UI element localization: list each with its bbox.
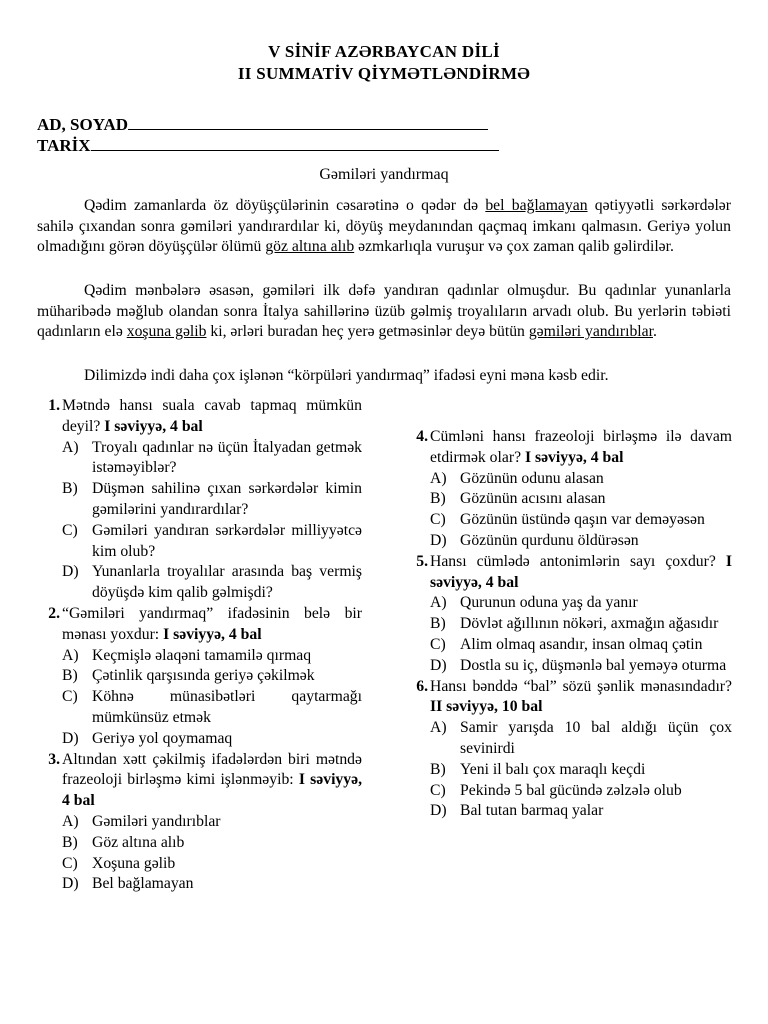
- option-c[interactable]: C) Gəmiləri yandıran sərkərdələr milliyyətcə kim olub?: [62, 521, 362, 560]
- option-c[interactable]: C) Gözünün üstündə qaşın var deməyəsən: [430, 511, 705, 529]
- questions-right-column: [406, 427, 732, 822]
- name-blank-line[interactable]: [128, 115, 488, 130]
- question-level: I səviyyə, 4 bal: [163, 625, 262, 643]
- underlined-phrase-gemileri-yandiriblar: gəmiləri yandırıblar: [528, 323, 653, 340]
- question-level: I səviyyə, 4 bal: [62, 771, 362, 810]
- option-c[interactable]: C) Pekində 5 bal gücündə zəlzələ olub: [430, 781, 682, 799]
- question-text: Mətndə hansı suala cavab tapmaq mümkün deyil?: [62, 397, 362, 435]
- question-number: 4.: [416, 428, 428, 445]
- option-a[interactable]: A) Troyalı qadınlar nə üçün İtalyadan getmək istəməyiblər?: [62, 438, 362, 477]
- date-blank-line[interactable]: [91, 136, 499, 151]
- question-text: “Gəmiləri yandırmaq” ifadəsinin belə bir mənası yoxdur:: [62, 604, 362, 643]
- option-c[interactable]: C) Köhnə münasibətləri qaytarmağı mümkünsüz etmək: [62, 688, 362, 726]
- option-b[interactable]: B) Yeni il balı çox maraqlı keçdi: [430, 760, 646, 778]
- option-d[interactable]: D) Bel bağlamayan: [62, 875, 194, 893]
- option-b[interactable]: B) Çətinlik qarşısında geriyə çəkilmək: [62, 667, 315, 685]
- question-4: [406, 427, 732, 552]
- option-a[interactable]: A) Gəmiləri yandırıblar: [62, 812, 221, 830]
- questions-left-column: [38, 396, 362, 895]
- option-c[interactable]: C) Alim olmaq asandır, insan olmaq çətin: [430, 635, 703, 653]
- question-level: I səviyyə, 4 bal: [430, 552, 732, 591]
- question-3: [38, 750, 362, 896]
- underlined-phrase-xosuna-gelib: xoşuna gəlib: [126, 323, 207, 340]
- option-a[interactable]: A) Keçmişlə əlaqəni tamamilə qırmaq: [62, 646, 312, 664]
- option-b[interactable]: B) Dövlət ağıllının nökəri, axmağın ağasıdır: [430, 615, 719, 633]
- question-text: Hansı bənddə “bal” sözü şənlik mənasındadır?: [430, 677, 732, 695]
- underlined-phrase-bel-baglamayan: bel bağlamayan: [485, 197, 588, 214]
- option-b[interactable]: B) Göz altına alıb: [62, 833, 185, 851]
- question-number: 6.: [416, 677, 428, 695]
- question-text: Cümləni hansı frazeoloji birləşmə ilə davam etdirmək olar?: [430, 428, 732, 466]
- reading-text-title: Gəmiləri yandırmaq: [319, 166, 449, 183]
- worksheet-title: V SİNİF AZƏRBAYCAN DİLİ: [268, 42, 500, 61]
- question-number: 5.: [416, 552, 428, 570]
- worksheet-subtitle: II SUMMATİV QİYMƏTLƏNDİRMƏ: [237, 64, 531, 83]
- option-d[interactable]: D) Gözünün qurdunu öldürəsən: [430, 531, 639, 549]
- question-2: [38, 604, 362, 750]
- option-d[interactable]: D) Bal tutan barmaq yalar: [430, 802, 604, 820]
- question-number: 3.: [48, 750, 60, 768]
- option-a[interactable]: A) Qurunun oduna yaş da yanır: [430, 594, 638, 612]
- question-level: I səviyyə, 4 bal: [524, 448, 624, 466]
- question-level: II səviyyə, 10 bal: [430, 698, 543, 716]
- question-5: [406, 552, 732, 677]
- question-number: 2.: [48, 604, 60, 622]
- question-level: I səviyyə, 4 bal: [104, 417, 203, 435]
- name-field[interactable]: [37, 115, 488, 135]
- question-1: [38, 396, 362, 604]
- paragraph-1: Qədim zamanlarda öz döyüşçülərinin cəsarətinə o qədər də bel bağlamayan qətiyyətli sərkərdələr sahilə çıxandan sonra gəmiləri yandırardılar ki, döyüş meydanından qaçmaq imkanı qalmasın. Geriyə yolun olmadığını görən döyüşçülər ölümü göz altına alıb əzmkarlıqla vuruşur və çox zaman qalib gəlirdilər.: [37, 197, 731, 255]
- option-d[interactable]: D) Yunanlarla troyalılar arasında baş vermiş döyüşdə kim qalib gəlmişdi?: [62, 563, 362, 602]
- question-6: [406, 677, 732, 823]
- date-field[interactable]: [37, 136, 499, 156]
- option-a[interactable]: A) Samir yarışda 10 bal aldığı üçün çox sevinirdi: [430, 719, 732, 757]
- name-label: AD, SOYAD: [37, 115, 129, 134]
- paragraph-2: Qədim mənbələrə əsasən, gəmiləri ilk dəfə yandıran qadınlar olmuşdur. Bu qadınlar yunanlarla müharibədə məğlub olandan sonra İtalya sahillərinə üzüb gəlmiş troyalıların arvadı olub. Bu yerlərin təbiəti qadınların elə xoşuna gəlib ki, ərləri buradan heç yerə getməsinlər deyə bütün gəmiləri yandırıblar.: [37, 282, 731, 340]
- option-d[interactable]: D) Geriyə yol qoymamaq: [62, 729, 233, 747]
- underlined-phrase-goz-altina-alib: göz altına alıb: [265, 238, 355, 255]
- option-b[interactable]: B) Düşmən sahilinə çıxan sərkərdələr kimin gəmilərini yandırardılar?: [62, 480, 362, 518]
- date-label: TARİX: [37, 136, 91, 155]
- option-c[interactable]: C) Xoşuna gəlib: [62, 854, 176, 872]
- paragraph-3: Dilimizdə indi daha çox işlənən “körpüləri yandırmaq” ifadəsi eyni məna kəsb edir.: [84, 367, 609, 384]
- question-text: Altından xətt çəkilmiş ifadələrdən biri mətndə frazeoloji birləşmə kimi işlənməyib:: [62, 750, 362, 789]
- option-b[interactable]: B) Gözünün acısını alasan: [430, 490, 606, 508]
- option-d[interactable]: D) Dostla su iç, düşmənlə bal yeməyə oturma: [430, 656, 727, 674]
- option-a[interactable]: A) Gözünün odunu alasan: [430, 469, 604, 487]
- question-text: Hansı cümlədə antonimlərin sayı çoxdur?: [430, 552, 716, 570]
- question-number: 1.: [48, 397, 60, 414]
